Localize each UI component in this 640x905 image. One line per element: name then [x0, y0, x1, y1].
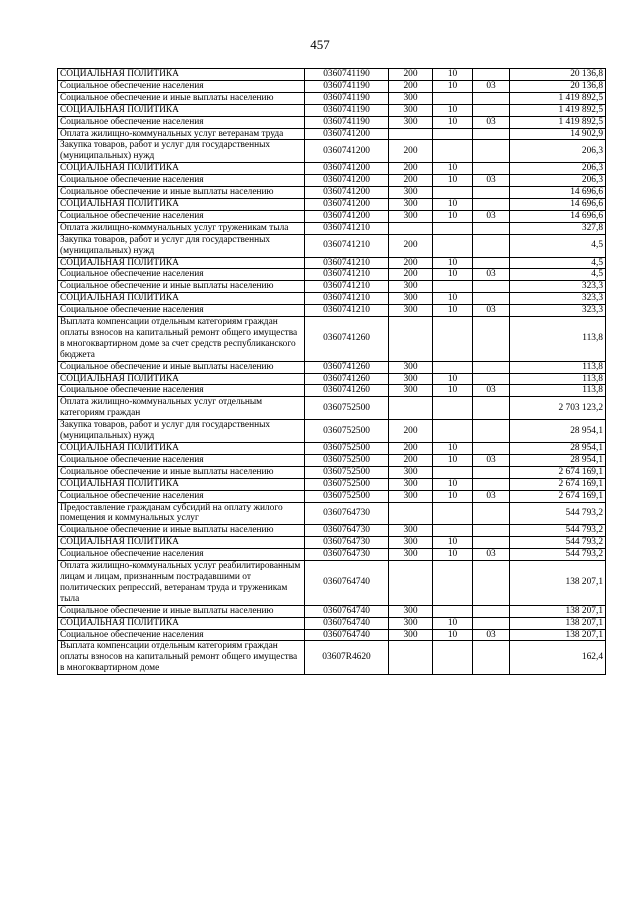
amount: 1 419 892,5: [510, 104, 606, 116]
section-code: 10: [433, 478, 473, 490]
subsection-code: [473, 128, 510, 140]
subsection-code: [473, 537, 510, 549]
table-row: [58, 537, 606, 549]
amount: 113,8: [510, 361, 606, 373]
target-article-code: 0360741190: [305, 80, 389, 92]
subsection-code: [473, 502, 510, 525]
amount: 14 696,6: [510, 198, 606, 210]
target-article-code: 0360764740: [305, 617, 389, 629]
table-row: [58, 128, 606, 140]
amount: 20 136,8: [510, 69, 606, 81]
target-article-code: 0360741210: [305, 281, 389, 293]
subsection-code: [473, 525, 510, 537]
row-name: Предоставление гражданам субсидий на оплату жилого помещения и коммунальных услуг: [58, 502, 305, 525]
table-row: [58, 92, 606, 104]
expense-type-code: 300: [389, 92, 433, 104]
target-article-code: 0360752500: [305, 420, 389, 443]
expense-type-code: 200: [389, 420, 433, 443]
section-code: 10: [433, 104, 473, 116]
amount: 2 703 123,2: [510, 397, 606, 420]
amount: 28 954,1: [510, 443, 606, 455]
amount: 4,5: [510, 234, 606, 257]
amount: 28 954,1: [510, 420, 606, 443]
table-row: [58, 478, 606, 490]
section-code: 10: [433, 69, 473, 81]
table-row: [58, 116, 606, 128]
subsection-code: 03: [473, 175, 510, 187]
amount: 327,8: [510, 222, 606, 234]
table-row: [58, 502, 606, 525]
page-number: 457: [310, 37, 330, 52]
table-row: [58, 361, 606, 373]
amount: 544 793,2: [510, 537, 606, 549]
amount: 14 902,9: [510, 128, 606, 140]
expense-type-code: 200: [389, 175, 433, 187]
row-name: Социальное обеспечение населения: [58, 175, 305, 187]
subsection-code: [473, 140, 510, 163]
section-code: 10: [433, 269, 473, 281]
table-row: [58, 373, 606, 385]
subsection-code: 03: [473, 549, 510, 561]
amount: 138 207,1: [510, 617, 606, 629]
amount: 206,3: [510, 175, 606, 187]
subsection-code: [473, 187, 510, 199]
section-code: [433, 525, 473, 537]
target-article-code: 0360741260: [305, 317, 389, 362]
expense-type-code: 200: [389, 69, 433, 81]
row-name: СОЦИАЛЬНАЯ ПОЛИТИКА: [58, 443, 305, 455]
amount: 113,8: [510, 373, 606, 385]
subsection-code: 03: [473, 305, 510, 317]
section-code: 10: [433, 305, 473, 317]
subsection-code: [473, 466, 510, 478]
target-article-code: 0360741210: [305, 234, 389, 257]
section-code: [433, 420, 473, 443]
amount: 323,3: [510, 293, 606, 305]
subsection-code: 03: [473, 116, 510, 128]
amount: 113,8: [510, 385, 606, 397]
section-code: [433, 222, 473, 234]
expense-type-code: 300: [389, 361, 433, 373]
table-row: [58, 163, 606, 175]
target-article-code: 0360741210: [305, 293, 389, 305]
table-row: [58, 269, 606, 281]
section-code: 10: [433, 163, 473, 175]
amount: 544 793,2: [510, 525, 606, 537]
subsection-code: [473, 617, 510, 629]
amount: 138 207,1: [510, 629, 606, 641]
target-article-code: 0360752500: [305, 454, 389, 466]
row-name: СОЦИАЛЬНАЯ ПОЛИТИКА: [58, 69, 305, 81]
target-article-code: 0360741210: [305, 222, 389, 234]
subsection-code: [473, 397, 510, 420]
subsection-code: [473, 293, 510, 305]
target-article-code: 0360741200: [305, 175, 389, 187]
amount: 206,3: [510, 140, 606, 163]
table-row: [58, 69, 606, 81]
row-name: СОЦИАЛЬНАЯ ПОЛИТИКА: [58, 257, 305, 269]
expense-type-code: 200: [389, 140, 433, 163]
expense-type-code: 300: [389, 629, 433, 641]
table-row: [58, 317, 606, 362]
expense-type-code: 200: [389, 269, 433, 281]
row-name: Закупка товаров, работ и услуг для государственных (муниципальных) нужд: [58, 420, 305, 443]
row-name: Социальное обеспечение населения: [58, 116, 305, 128]
target-article-code: 0360741210: [305, 269, 389, 281]
row-name: Социальное обеспечение населения: [58, 269, 305, 281]
row-name: СОЦИАЛЬНАЯ ПОЛИТИКА: [58, 198, 305, 210]
subsection-code: 03: [473, 80, 510, 92]
expense-type-code: [389, 222, 433, 234]
table-row: [58, 629, 606, 641]
subsection-code: [473, 92, 510, 104]
subsection-code: [473, 281, 510, 293]
row-name: Оплата жилищно-коммунальных услуг реабилитированным лицам и лицам, признанным пострадавшими от политических репрессий, ветеранам труда и труженикам тыла: [58, 561, 305, 606]
row-name: Социальное обеспечение населения: [58, 210, 305, 222]
target-article-code: 0360741200: [305, 128, 389, 140]
target-article-code: 03607R4620: [305, 641, 389, 675]
table-row: [58, 305, 606, 317]
section-code: 10: [433, 293, 473, 305]
target-article-code: 0360741190: [305, 92, 389, 104]
expense-type-code: 300: [389, 210, 433, 222]
amount: 20 136,8: [510, 80, 606, 92]
section-code: [433, 361, 473, 373]
target-article-code: 0360741190: [305, 69, 389, 81]
row-name: Выплата компенсации отдельным категориям граждан оплаты взносов на капитальный ремонт общего имущества в многоквартирном доме: [58, 641, 305, 675]
row-name: СОЦИАЛЬНАЯ ПОЛИТИКА: [58, 617, 305, 629]
amount: 138 207,1: [510, 561, 606, 606]
subsection-code: [473, 163, 510, 175]
row-name: СОЦИАЛЬНАЯ ПОЛИТИКА: [58, 478, 305, 490]
row-name: Закупка товаров, работ и услуг для государственных (муниципальных) нужд: [58, 234, 305, 257]
section-code: [433, 187, 473, 199]
expense-type-code: [389, 561, 433, 606]
subsection-code: 03: [473, 269, 510, 281]
expense-type-code: 300: [389, 198, 433, 210]
row-name: СОЦИАЛЬНАЯ ПОЛИТИКА: [58, 163, 305, 175]
amount: 323,3: [510, 305, 606, 317]
amount: 1 419 892,5: [510, 92, 606, 104]
expense-type-code: 200: [389, 257, 433, 269]
table-row: [58, 210, 606, 222]
subsection-code: [473, 605, 510, 617]
target-article-code: 0360752500: [305, 466, 389, 478]
table-row: [58, 293, 606, 305]
row-name: Социальное обеспечение населения: [58, 454, 305, 466]
target-article-code: 0360764740: [305, 605, 389, 617]
expense-type-code: 300: [389, 116, 433, 128]
section-code: 10: [433, 80, 473, 92]
amount: 544 793,2: [510, 502, 606, 525]
section-code: 10: [433, 373, 473, 385]
row-name: Оплата жилищно-коммунальных услуг труженикам тыла: [58, 222, 305, 234]
row-name: Социальное обеспечение населения: [58, 305, 305, 317]
amount: 14 696,6: [510, 210, 606, 222]
row-name: Социальное обеспечение и иные выплаты населению: [58, 281, 305, 293]
subsection-code: 03: [473, 629, 510, 641]
target-article-code: 0360741200: [305, 140, 389, 163]
amount: 1 419 892,5: [510, 116, 606, 128]
subsection-code: [473, 478, 510, 490]
expense-type-code: 300: [389, 605, 433, 617]
amount: 4,5: [510, 269, 606, 281]
expense-type-code: 300: [389, 373, 433, 385]
subsection-code: [473, 198, 510, 210]
subsection-code: [473, 373, 510, 385]
subsection-code: [473, 234, 510, 257]
subsection-code: [473, 443, 510, 455]
expense-type-code: 300: [389, 525, 433, 537]
expense-type-code: 300: [389, 617, 433, 629]
section-code: 10: [433, 490, 473, 502]
expense-type-code: 300: [389, 549, 433, 561]
row-name: Оплата жилищно-коммунальных услуг отдельным категориям граждан: [58, 397, 305, 420]
row-name: Социальное обеспечение и иные выплаты населению: [58, 361, 305, 373]
expense-type-code: 300: [389, 104, 433, 116]
section-code: 10: [433, 257, 473, 269]
amount: 2 674 169,1: [510, 466, 606, 478]
section-code: [433, 317, 473, 362]
target-article-code: 0360764740: [305, 561, 389, 606]
table-row: [58, 140, 606, 163]
expense-type-code: 200: [389, 454, 433, 466]
table-row: [58, 234, 606, 257]
row-name: Закупка товаров, работ и услуг для государственных (муниципальных) нужд: [58, 140, 305, 163]
table-row: [58, 561, 606, 606]
expense-type-code: [389, 502, 433, 525]
amount: 162,4: [510, 641, 606, 675]
table-row: [58, 525, 606, 537]
target-article-code: 0360764730: [305, 525, 389, 537]
table-row: [58, 385, 606, 397]
target-article-code: 0360752500: [305, 397, 389, 420]
row-name: Социальное обеспечение населения: [58, 549, 305, 561]
section-code: 10: [433, 549, 473, 561]
section-code: [433, 502, 473, 525]
target-article-code: 0360752500: [305, 478, 389, 490]
expense-type-code: 300: [389, 490, 433, 502]
table-row: [58, 641, 606, 675]
subsection-code: [473, 222, 510, 234]
amount: 113,8: [510, 317, 606, 362]
section-code: [433, 140, 473, 163]
target-article-code: 0360764740: [305, 629, 389, 641]
row-name: Выплата компенсации отдельным категориям граждан оплаты взносов на капитальный ремонт общего имущества в многоквартирном доме за счет средств республиканского бюджета: [58, 317, 305, 362]
section-code: 10: [433, 537, 473, 549]
subsection-code: [473, 641, 510, 675]
target-article-code: 0360764730: [305, 537, 389, 549]
section-code: [433, 641, 473, 675]
target-article-code: 0360741190: [305, 116, 389, 128]
section-code: [433, 466, 473, 478]
amount: 544 793,2: [510, 549, 606, 561]
row-name: Оплата жилищно-коммунальных услуг ветеранам труда: [58, 128, 305, 140]
subsection-code: [473, 361, 510, 373]
expense-type-code: 300: [389, 385, 433, 397]
section-code: 10: [433, 629, 473, 641]
amount: 206,3: [510, 163, 606, 175]
table-row: [58, 281, 606, 293]
subsection-code: [473, 104, 510, 116]
expense-type-code: 300: [389, 478, 433, 490]
table-row: [58, 104, 606, 116]
target-article-code: 0360741190: [305, 104, 389, 116]
target-article-code: 0360764730: [305, 549, 389, 561]
section-code: 10: [433, 443, 473, 455]
target-article-code: 0360741260: [305, 373, 389, 385]
section-code: [433, 561, 473, 606]
target-article-code: 0360741210: [305, 305, 389, 317]
row-name: Социальное обеспечение и иные выплаты населению: [58, 605, 305, 617]
table-row: [58, 80, 606, 92]
row-name: Социальное обеспечение населения: [58, 490, 305, 502]
row-name: СОЦИАЛЬНАЯ ПОЛИТИКА: [58, 373, 305, 385]
section-code: 10: [433, 116, 473, 128]
expense-type-code: 200: [389, 163, 433, 175]
subsection-code: [473, 561, 510, 606]
target-article-code: 0360752500: [305, 490, 389, 502]
table-row: [58, 257, 606, 269]
amount: 2 674 169,1: [510, 490, 606, 502]
row-name: Социальное обеспечение населения: [58, 629, 305, 641]
budget-table: [57, 68, 606, 675]
table-row: [58, 454, 606, 466]
table-row: [58, 466, 606, 478]
section-code: [433, 128, 473, 140]
section-code: 10: [433, 385, 473, 397]
subsection-code: [473, 317, 510, 362]
section-code: 10: [433, 198, 473, 210]
amount: 14 696,6: [510, 187, 606, 199]
section-code: [433, 281, 473, 293]
table-row: [58, 198, 606, 210]
section-code: [433, 397, 473, 420]
expense-type-code: [389, 397, 433, 420]
section-code: [433, 234, 473, 257]
expense-type-code: 300: [389, 466, 433, 478]
table-row: [58, 187, 606, 199]
section-code: [433, 605, 473, 617]
table-row: [58, 490, 606, 502]
expense-type-code: [389, 641, 433, 675]
target-article-code: 0360741260: [305, 361, 389, 373]
target-article-code: 0360741210: [305, 257, 389, 269]
table-row: [58, 549, 606, 561]
expense-type-code: [389, 128, 433, 140]
subsection-code: [473, 420, 510, 443]
target-article-code: 0360764730: [305, 502, 389, 525]
amount: 4,5: [510, 257, 606, 269]
expense-type-code: 300: [389, 187, 433, 199]
target-article-code: 0360741200: [305, 210, 389, 222]
section-code: 10: [433, 175, 473, 187]
subsection-code: 03: [473, 210, 510, 222]
section-code: 10: [433, 617, 473, 629]
subsection-code: 03: [473, 385, 510, 397]
table-row: [58, 443, 606, 455]
subsection-code: [473, 69, 510, 81]
section-code: 10: [433, 210, 473, 222]
row-name: Социальное обеспечение населения: [58, 80, 305, 92]
row-name: Социальное обеспечение и иные выплаты населению: [58, 466, 305, 478]
subsection-code: [473, 257, 510, 269]
section-code: [433, 92, 473, 104]
expense-type-code: 300: [389, 281, 433, 293]
amount: 2 674 169,1: [510, 478, 606, 490]
expense-type-code: 200: [389, 80, 433, 92]
table-row: [58, 617, 606, 629]
expense-type-code: 300: [389, 537, 433, 549]
target-article-code: 0360741200: [305, 163, 389, 175]
target-article-code: 0360752500: [305, 443, 389, 455]
amount: 138 207,1: [510, 605, 606, 617]
table-row: [58, 420, 606, 443]
expense-type-code: [389, 317, 433, 362]
table-row: [58, 397, 606, 420]
row-name: СОЦИАЛЬНАЯ ПОЛИТИКА: [58, 104, 305, 116]
subsection-code: 03: [473, 490, 510, 502]
expense-type-code: 200: [389, 443, 433, 455]
expense-type-code: 200: [389, 234, 433, 257]
expense-type-code: 300: [389, 305, 433, 317]
amount: 28 954,1: [510, 454, 606, 466]
subsection-code: 03: [473, 454, 510, 466]
expense-type-code: 300: [389, 293, 433, 305]
section-code: 10: [433, 454, 473, 466]
target-article-code: 0360741260: [305, 385, 389, 397]
row-name: СОЦИАЛЬНАЯ ПОЛИТИКА: [58, 537, 305, 549]
table-row: [58, 222, 606, 234]
row-name: Социальное обеспечение и иные выплаты населению: [58, 187, 305, 199]
row-name: Социальное обеспечение населения: [58, 385, 305, 397]
amount: 323,3: [510, 281, 606, 293]
row-name: Социальное обеспечение и иные выплаты населению: [58, 525, 305, 537]
table-row: [58, 605, 606, 617]
row-name: Социальное обеспечение и иные выплаты населению: [58, 92, 305, 104]
row-name: СОЦИАЛЬНАЯ ПОЛИТИКА: [58, 293, 305, 305]
target-article-code: 0360741200: [305, 187, 389, 199]
target-article-code: 0360741200: [305, 198, 389, 210]
table-row: [58, 175, 606, 187]
